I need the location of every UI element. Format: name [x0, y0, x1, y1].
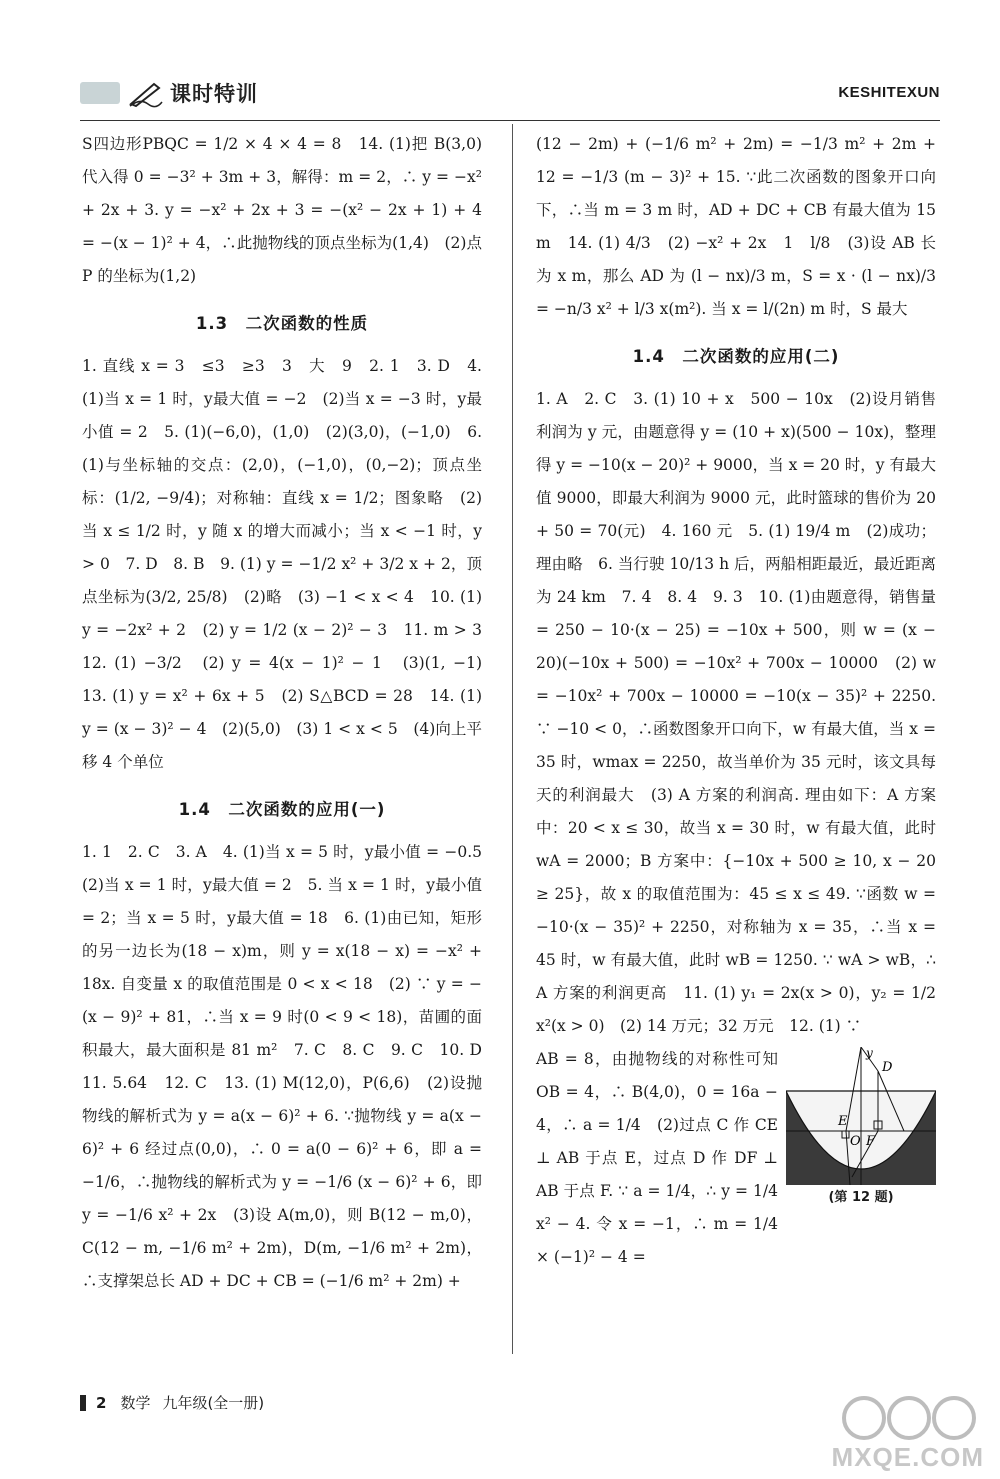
section-heading: 1.4 二次函数的应用(二): [632, 347, 840, 366]
series-logo: [80, 78, 258, 108]
answer-paragraph: 1. A 2. C 3. (1) 10 + x 500 − 10x (2)设月销售利润为 y 元，由题意得 y = (10 + x)(500 − 10x)，整理得 y = −10(x − 20)² + 9000，当 x = 20 时，y 有最大值 9000，即最大利润为 9000 元，此时篮球的售价为 20 + 50 = 70(元) 4. 160 元 5. (1) 19/4 m (2)成功；理由略 6. 当行驶 10/13 h 后，两船相距最近，最近距离为 24 km 7. 4 8. 4 9. 3 10. (1)由题意得，销售量 = 250 − 10·(x − 25) = −10x + 500，则 w = (x − 20)(−10x + 500) = −10x² + 700x − 10000 (2) w = −10x² + 700x − 10000 = −10(x − 35)² + 2250. ∵ −10 < 0，∴函数图象开口向下，w 有最大值，当 x = 35 时，wmax = 2250，故当单价为 35 元时，该文具每天的利润最大 (3) A 方案的利润高. 理由如下：A 方案中：20 < x ≤ 30，故当 x = 30 时，w 有最大值，此时 wA = 2000；B 方案中：{−10x + 500 ≥ 10, x − 20 ≥ 25}，故 x 的取值范围为：45 ≤ x ≤ 49. ∵函数 w = −10·(x − 35)² + 2250，对称轴为 x = 35，∴当 x = 45 时，w 有最大值，此时 wB = 1250. ∵ wA > wB，∴ A 方案的利润更高 11. (1) y₁ = 2x(x > 0)，y₂ = 1/2 x²(x > 0) (2) 14 万元；32 万元 12. (1) ∵: [536, 390, 936, 1035]
right-column: [536, 128, 936, 1274]
label-e: E: [838, 1114, 848, 1129]
answer-paragraph: (12 − 2m) + (−1/6 m² + 2m) = −1/3 m² + 2m + 12 = −1/3 (m − 3)² + 15. ∵此二次函数的图象开口向下，∴当 m = 3 m 时，AD + DC + CB 有最大值为 15 m 14. (1) 4/3 (2) −x² + 2x 1 l/8 (3)设 AB 长为 x m，那么 AD 为 (l − nx)/3 m，S = x · (l − nx)/3 = −n/3 x² + l/3 x(m²). 当 x = l/(2n) m 时，S 最大: [536, 135, 936, 318]
section-heading: 1.4 二次函数的应用(一): [178, 800, 386, 819]
label-d: D: [882, 1060, 893, 1075]
left-column: [82, 128, 498, 1298]
watermark-logo-icon: [834, 1393, 984, 1443]
grade-label: 九年级(全一册): [162, 1394, 265, 1412]
column-divider: [512, 124, 513, 1354]
series-title: 课时特训: [170, 82, 258, 106]
footer-mark: [80, 1395, 86, 1411]
label-y: y: [866, 1047, 873, 1060]
figure-q12: [786, 1047, 936, 1209]
parabola-diagram: [786, 1047, 936, 1187]
answer-paragraph: 1. 1 2. C 3. A 4. (1)当 x = 5 时，y最小值 = −0.5 (2)当 x = 1 时，y最大值 = 2 5. 当 x = 1 时，y最小值 = 2；当 x = 5 时，y最大值 = 18 6. (1)由已知，矩形的另一边长为(18 − x)m，则 y = x(18 − x) = −x² + 18x. 自变量 x 的取值范围是 0 < x < 18 (2) ∵ y = −(x − 9)² + 81，∴当 x = 9 时(0 < 9 < 18)，苗圃的面积最大，最大面积是 81 m² 7. C 8. C 9. C 10. D 11. 5.64 12. C 13. (1) M(12,0)，P(6,6) (2)设抛物线的解析式为 y = a(x − 6)² + 6. ∵抛物线 y = a(x − 6)² + 6 经过点(0,0)，∴ 0 = a(0 − 6)² + 6，即 a = −1/6，∴抛物线的解析式为 y = −1/6 (x − 6)² + 6，即 y = −1/6 x² + 2x (3)设 A(m,0)，则 B(12 − m,0)，C(12 − m, −1/6 m² + 2m)，D(m, −1/6 m² + 2m)，∴支撑架总长 AD + DC + CB = (−1/6 m² + 2m) +: [82, 843, 498, 1290]
subject-label: 数学: [120, 1394, 151, 1412]
header-rule: [80, 120, 940, 121]
series-brand: KESHITEXUN: [838, 84, 940, 101]
answer-paragraph: 1. 直线 x = 3 ≤3 ≥3 3 大 9 2. 1 3. D 4. (1)当 x = 1 时，y最大值 = −2 (2)当 x = −3 时，y最小值 = 2 5. (1)(−6,0)，(1,0) (2)(3,0)，(−1,0) 6. (1)与坐标轴的交点：(2,0)，(−1,0)，(0,−2)；顶点坐标：(1/2, −9/4)；对称轴：直线 x = 1/2；图象略 (2)当 x ≤ 1/2 时，y 随 x 的增大而减小；当 x < −1 时，y > 0 7. D 8. B 9. (1) y = −1/2 x² + 3/2 x + 2，顶点坐标为(3/2, 25/8) (2)略 (3) −1 < x < 4 10. (1) y = −2x² + 2 (2) y = 1/2 (x − 2)² − 3 11. m > 3 12. (1) −3/2 (2) y = 4(x − 1)² − 1 (3)(1, −1) 13. (1) y = x² + 6x + 5 (2) S△BCD = 28 14. (1) y = (x − 3)² − 4 (2)(5,0) (3) 1 < x < 5 (4)向上平移 4 个单位: [82, 357, 498, 771]
site-watermark: [831, 1393, 984, 1473]
label-f: F: [866, 1134, 876, 1149]
page-number: 2: [96, 1393, 107, 1412]
page-header: [80, 70, 940, 120]
label-o: O: [850, 1134, 861, 1149]
page-footer: [80, 1392, 264, 1413]
answer-paragraph: S四边形PBQC = 1/2 × 4 × 4 = 8 14. (1)把 B(3,0)代入得 0 = −3² + 3m + 3，解得：m = 2，∴ y = −x² + 2x + 3. y = −x² + 2x + 3 = −(x² − 2x + 1) + 4 = −(x − 1)² + 4，∴此抛物线的顶点坐标为(1,4) (2)点 P 的坐标为(1,2): [82, 135, 482, 285]
answer-paragraph: AB = 8，由抛物线的对称性可知 OB = 4，∴ B(4,0)，0 = 16a − 4，∴ a = 1/4 (2)过点 C 作 CE ⊥ AB 于点 E，过点 D 作 DF ⊥ AB 于点 F. ∵ a = 1/4，∴ y = 1/4 x² − 4. 令 x = −1，∴ m = 1/4 × (−1)² − 4 =: [536, 1050, 778, 1266]
figure-caption: (第 12 题): [828, 1190, 894, 1205]
pen-icon: [128, 78, 164, 108]
watermark-url: MXQE.COM: [831, 1442, 984, 1472]
section-heading: 1.3 二次函数的性质: [195, 314, 369, 333]
logo-swatch: [80, 82, 120, 104]
